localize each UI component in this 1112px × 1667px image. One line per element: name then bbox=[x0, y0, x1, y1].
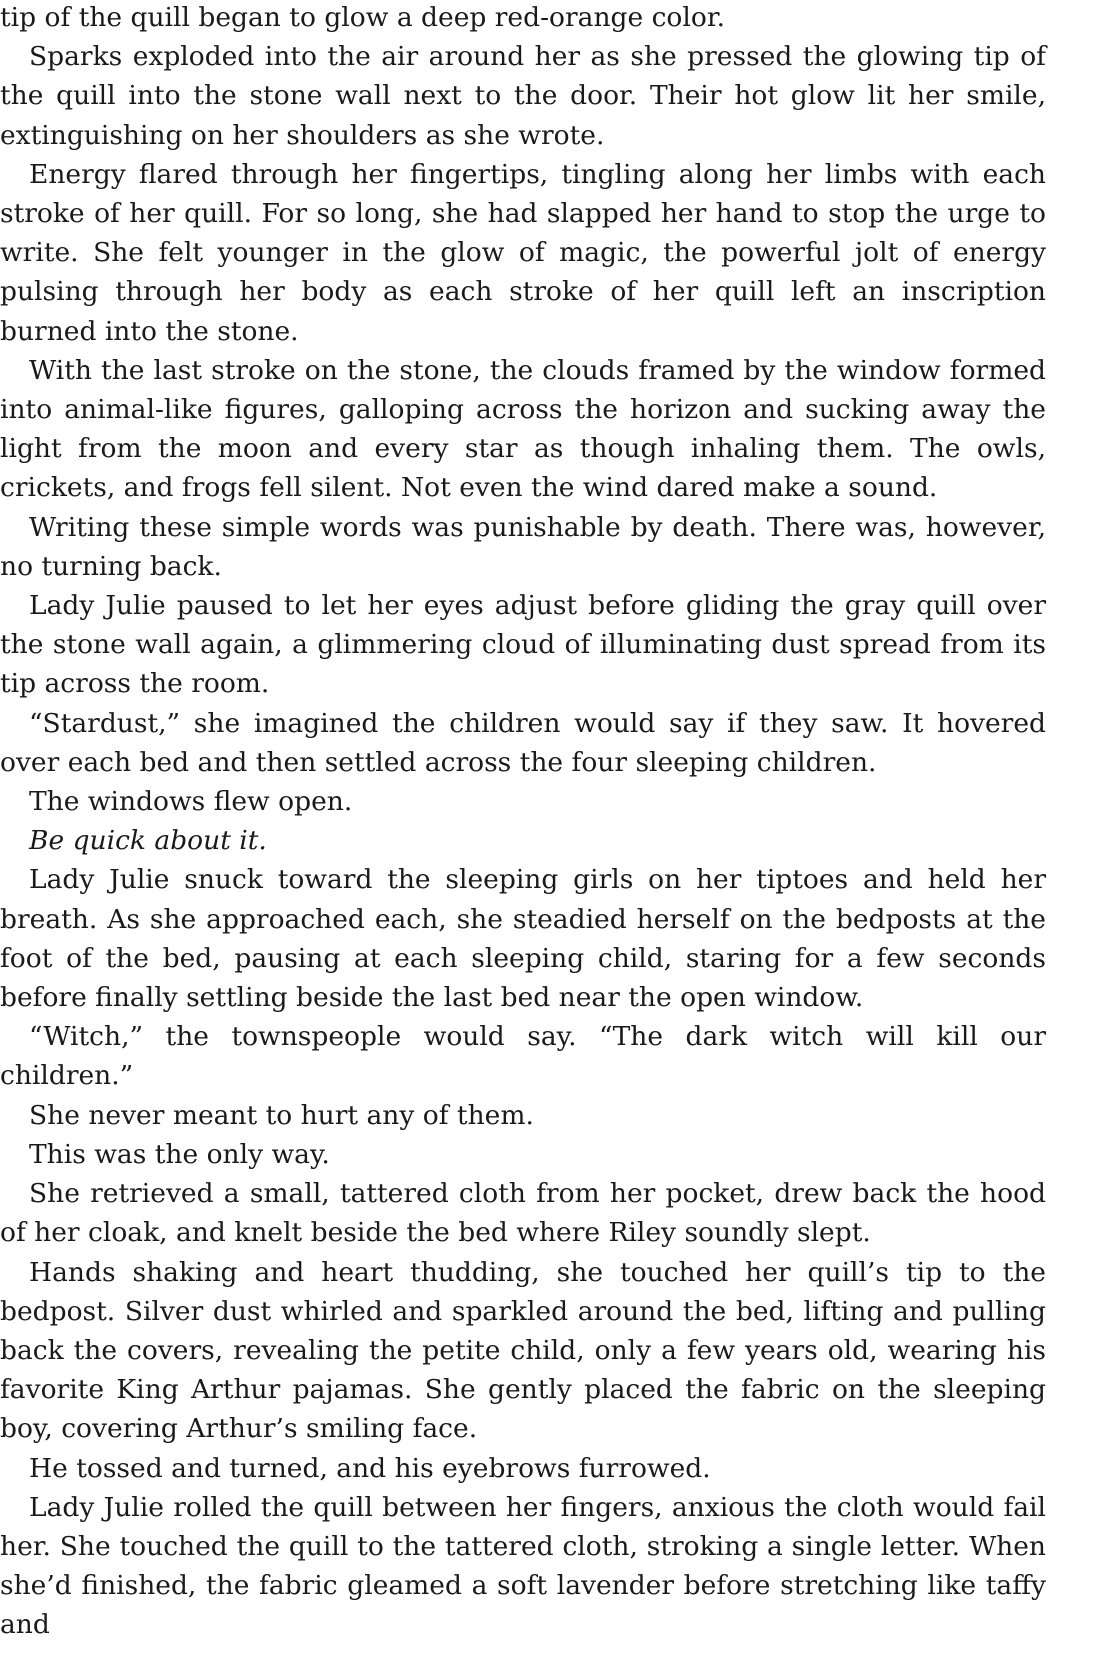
paragraph-witch: “Witch,” the townspeople would say. “The dark witch will kill our children.” bbox=[0, 1021, 1046, 1092]
paragraph-rolled-quill: Lady Julie rolled the quill between her fingers, anxious the cloth would fail her. She touched the quill to the tattered cloth, stroking a single letter. When she’d finished, the fabric gleamed a soft lavender before stretching like taffy and bbox=[0, 1491, 1046, 1641]
paragraph-lady-julie-paused: Lady Julie paused to let her eyes adjust before gliding the gray quill over the stone wall again, a glimmering cloud of illuminating dust spread from its tip across the room. bbox=[0, 590, 1046, 700]
paragraph-be-quick: Be quick about it. bbox=[29, 825, 267, 857]
paragraph-retrieved: She retrieved a small, tattered cloth from her pocket, drew back the hood of her cloak, and knelt beside the bed where Riley soundly slept. bbox=[0, 1178, 1046, 1249]
paragraph-stardust: “Stardust,” she imagined the children would say if they saw. It hovered over each bed and then settled across the four sleeping children. bbox=[0, 707, 1046, 778]
paragraph-tossed: He tossed and turned, and his eyebrows furrowed. bbox=[29, 1452, 711, 1484]
paragraph-continuation: tip of the quill began to glow a deep red-orange color. bbox=[0, 2, 725, 33]
paragraph-snuck: Lady Julie snuck toward the sleeping girls on her tiptoes and held her breath. As she approached each, she steadied herself on the bedposts at the foot of the bed, pausing at each sleeping child, staring for a few seconds before finally settling beside the last bed near the open window. bbox=[0, 864, 1046, 1014]
paragraph-windows: The windows flew open. bbox=[29, 786, 353, 818]
paragraph-only-way: This was the only way. bbox=[29, 1138, 330, 1170]
paragraph-energy: Energy flared through her fingertips, tingling along her limbs with each stroke of her quill. For so long, she had slapped her hand to stop the urge to write. She felt younger in the glow of magic, the powerful jolt of energy pulsing through her body as each stroke of her quill left an inscription burned into the stone. bbox=[0, 158, 1046, 347]
paragraph-last-stroke: With the last stroke on the stone, the clouds framed by the window formed into animal-like figures, galloping across the horizon and sucking away the light from the moon and every star as though inhaling them. The owls, crickets, and frogs fell silent. Not even the wind dared make a sound. bbox=[0, 354, 1046, 504]
paragraph-hands-shaking: Hands shaking and heart thudding, she touched her quill’s tip to the bedpost. Silver dust whirled and sparkled around the bed, lifting and pulling back the covers, revealing the petite child, only a few years old, wearing his favorite King Arthur pajamas. She gently placed the fabric on the sleeping boy, covering Arthur’s smiling face. bbox=[0, 1256, 1046, 1445]
paragraph-sparks: Sparks exploded into the air around her as she pressed the glowing tip of the quill into the stone wall next to the door. Their hot glow lit her smile, extinguishing on her shoulders as she wrote. bbox=[0, 41, 1046, 151]
paragraph-never-meant: She never meant to hurt any of them. bbox=[29, 1099, 534, 1131]
paragraph-punishable: Writing these simple words was punishable by death. There was, however, no turning back. bbox=[0, 511, 1046, 582]
